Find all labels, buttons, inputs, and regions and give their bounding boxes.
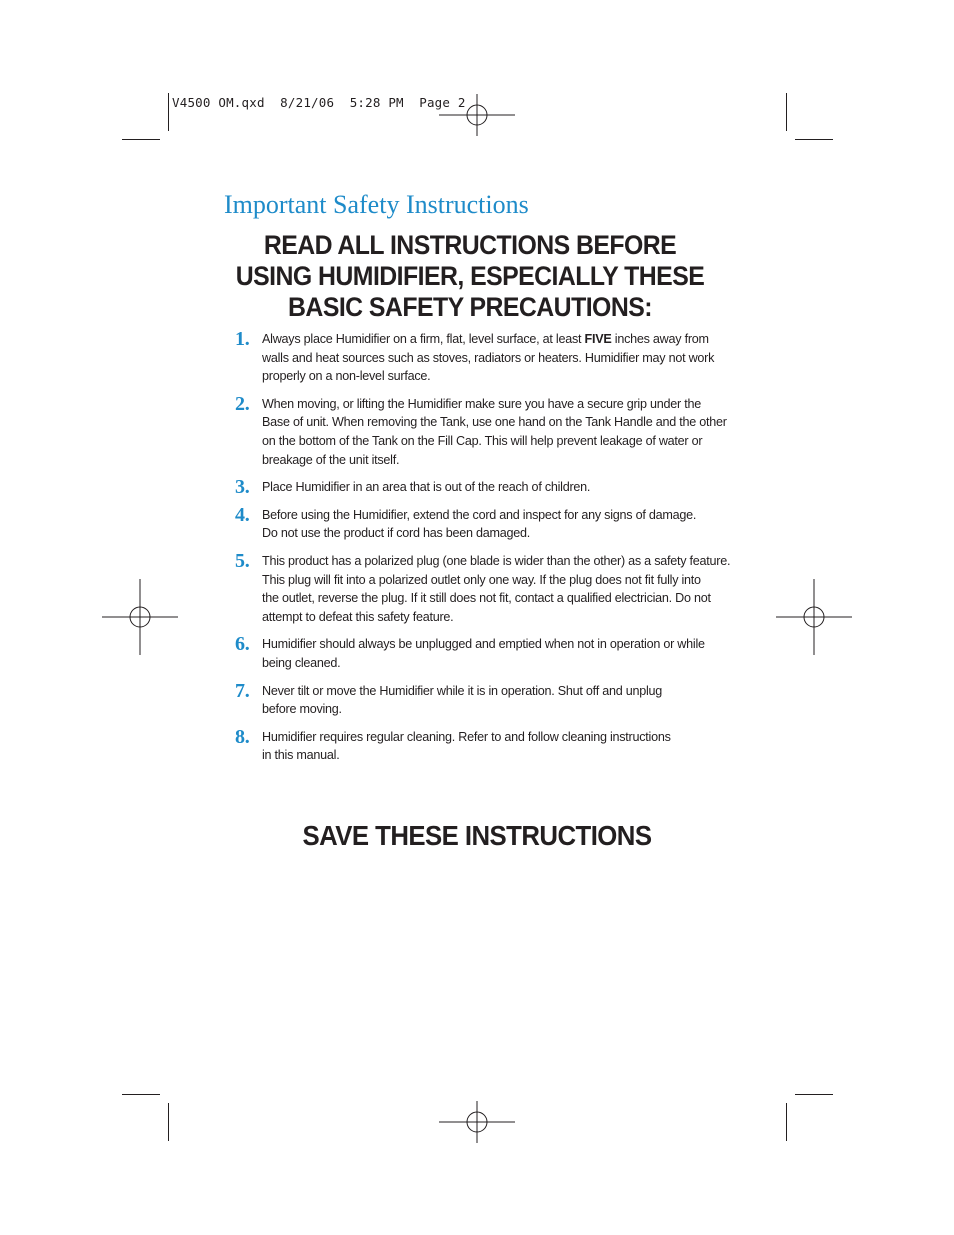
registration-mark-bottom-icon — [439, 1084, 515, 1160]
item-text: Humidifier should always be unplugged and emptied when not in operation or while being cleaned. — [262, 637, 705, 670]
crop-mark-bottom-left-vertical — [168, 1103, 169, 1141]
crop-mark-bottom-right-horizontal — [795, 1094, 833, 1095]
registration-mark-left-icon — [102, 579, 178, 655]
safety-instructions-list — [226, 330, 736, 774]
item-text: This product has a polarized plug (one blade is wider than the other) as a safety feature. This plug will fit into a polarized outlet only one way. If the plug does not fit fully into the outlet, reverse the plug. If it still does not fit, contact a qualified electrician. Do not attempt to defeat this safety feature. — [262, 553, 731, 624]
item-number: 2. — [235, 392, 250, 415]
item-number: 1. — [235, 328, 250, 350]
item-number: 6. — [235, 633, 250, 656]
registration-mark-right-icon — [776, 579, 852, 655]
item-text: Never tilt or move the Humidifier while it is in operation. Shut off and unplug before moving. — [262, 683, 663, 717]
headline-line-3: BASIC SAFETY PRECAUTIONS: — [288, 292, 652, 322]
list-item — [226, 549, 736, 626]
item-text: Place Humidifier in an area that is out of the reach of children. — [262, 480, 591, 495]
crop-mark-top-right-vertical — [786, 93, 787, 131]
crop-mark-bottom-right-vertical — [786, 1103, 787, 1141]
save-instructions-heading: SAVE THESE INSTRUCTIONS — [302, 820, 652, 851]
section-title: Important Safety Instructions — [224, 190, 529, 219]
list-item — [226, 330, 736, 386]
item-text: When moving, or lifting the Humidifier make sure you have a secure grip under the Base of unit. When removing the Tank, use one hand on the Tank Handle and the other on the bottom of the Tank on the Fill Cap. This will help prevent leakage of water or breakage of the unit itself. — [262, 396, 727, 467]
item-text-after: inches away from walls and heat sources such as stoves, radiators or heaters. Humidifier may not work properly on a non-level surface. — [262, 332, 715, 384]
item-number: 5. — [235, 549, 250, 572]
list-item — [226, 635, 736, 672]
item-text: Before using the Humidifier, extend the cord and inspect for any signs of damage. Do not use the product if cord has been damaged. — [262, 507, 697, 541]
headline-line-1: READ ALL INSTRUCTIONS BEFORE — [263, 230, 677, 260]
list-item — [226, 503, 736, 543]
item-emphasis: FIVE — [584, 332, 612, 346]
crop-mark-top-left-vertical — [168, 93, 169, 131]
item-text — [262, 330, 736, 386]
item-text: Humidifier requires regular cleaning. Refer to and follow cleaning instructions in this manual. — [262, 729, 671, 763]
crop-mark-top-right-horizontal — [795, 139, 833, 140]
item-number: 8. — [235, 725, 250, 748]
crop-mark-top-left-horizontal — [122, 139, 160, 140]
headline — [222, 230, 719, 323]
list-item — [226, 725, 736, 765]
item-number: 7. — [235, 679, 250, 702]
headline-line-2: USING HUMIDIFIER, ESPECIALLY THESE — [235, 261, 705, 291]
item-number: 3. — [235, 476, 250, 499]
list-item — [226, 679, 736, 719]
print-slug: V4500 OM.qxd 8/21/06 5:28 PM Page 2 — [172, 95, 466, 110]
registration-mark-top-icon — [439, 77, 515, 153]
item-text-before: Always place Humidifier on a firm, flat, level surface, at least — [262, 332, 585, 346]
crop-mark-bottom-left-horizontal — [122, 1094, 160, 1095]
item-number: 4. — [235, 503, 250, 526]
list-item — [226, 392, 736, 469]
list-item — [226, 478, 736, 497]
